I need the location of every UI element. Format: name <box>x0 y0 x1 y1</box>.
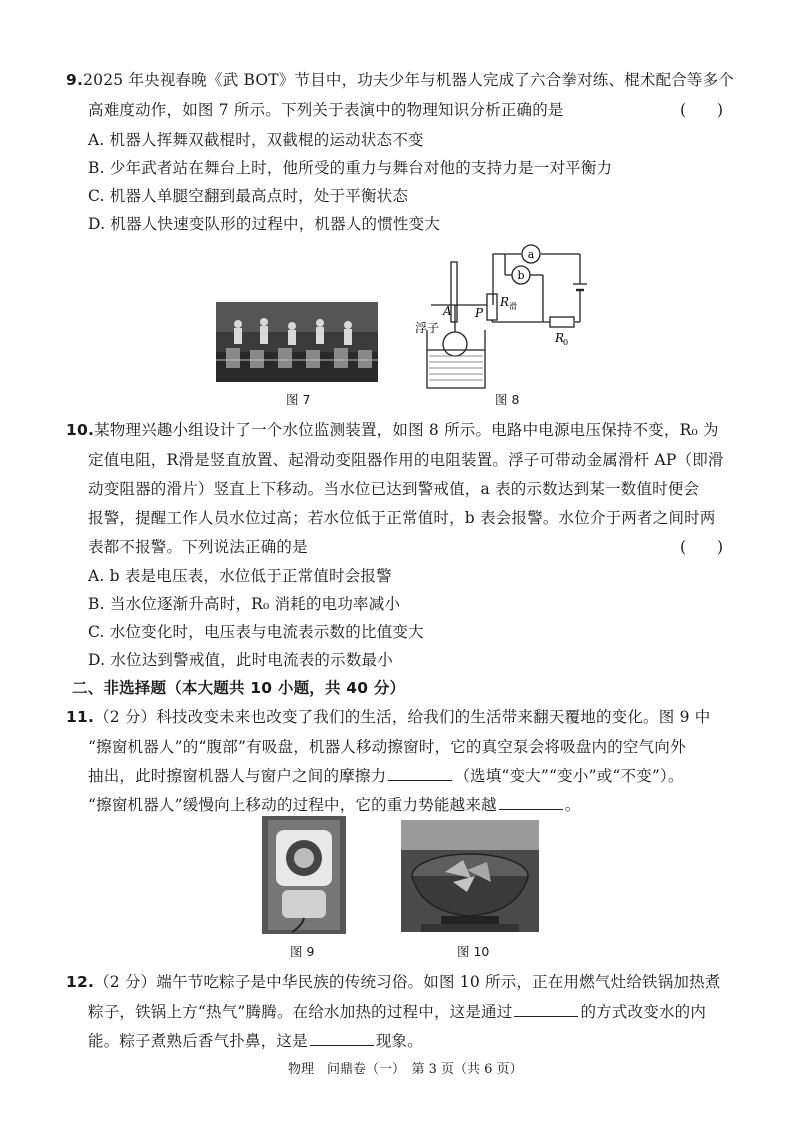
label-P: P <box>475 306 484 320</box>
q9-option-b: B. 少年武者站在舞台上时，他所受的重力与舞台对他的支持力是一对平衡力 <box>88 159 613 177</box>
q10-answer-paren: ( ) <box>680 538 724 556</box>
q9-option-d: D. 机器人快速变队形的过程中，机器人的惯性变大 <box>88 215 441 233</box>
q9-option-c: C. 机器人单腿空翻到最高点时，处于平衡状态 <box>88 187 409 205</box>
q9-option-a: A. 机器人挥舞双截棍时，双截棍的运动状态不变 <box>88 131 424 149</box>
q9-line-1: 9.2025 年央视春晚《武 BOT》节目中，功夫少年与机器人完成了六合拳对练、棍术配合等多个 <box>66 71 735 89</box>
q11-line-3: 抽出，此时擦窗机器人与窗户之间的摩擦力 （选填“变大”“变小”或“不变”）。 <box>88 767 684 785</box>
label-R0: R <box>555 331 565 345</box>
q10-number: 10. <box>66 421 95 439</box>
q9-number: 9. <box>66 71 84 89</box>
q10-option-a: A. b 表是电压表，水位低于正常值时会报警 <box>88 567 392 585</box>
fig9-window-robot-photo <box>262 816 346 934</box>
fig8-circuit-diagram <box>415 242 595 392</box>
performance-photo-icon <box>216 302 378 382</box>
fig10-zongzi-pot-photo <box>401 820 539 932</box>
section-2-title: 二、非选择题（本大题共 10 小题，共 40 分） <box>72 679 406 697</box>
label-R-sub: 滑 <box>509 302 517 311</box>
meter-a-label: a <box>527 248 535 261</box>
q10-line-1: 10.某物理兴趣小组设计了一个水位监测装置，如图 8 所示。电路中电源电压保持不变，R₀ 为 <box>66 421 719 439</box>
q9-answer-paren: ( ) <box>680 101 724 119</box>
label-A: A <box>443 304 452 318</box>
q11-line-4: “擦窗机器人”缓慢向上移动的过程中，它的重力势能越来越 。 <box>88 796 581 814</box>
q11-blank-2[interactable] <box>499 795 563 810</box>
label-R: R <box>500 295 510 309</box>
label-float: 浮子 <box>415 321 440 335</box>
q11-blank-1[interactable] <box>388 766 452 781</box>
q12-number: 12. <box>66 973 95 991</box>
q11-line-1: 11.（2 分）科技改变未来也改变了我们的生活，给我们的生活带来翻天覆地的变化。图 9 中 <box>66 708 711 726</box>
page-footer: 物理 问鼎卷（一） 第 3 页（共 6 页） <box>288 1062 523 1077</box>
fig10-caption: 图 10 <box>457 944 490 959</box>
q12-line-3: 能。粽子煮熟后香气扑鼻，这是 现象。 <box>88 1032 423 1050</box>
q11-number: 11. <box>66 708 95 726</box>
fig7-caption: 图 7 <box>286 392 311 407</box>
q10-option-c: C. 水位变化时，电压表与电流表示数的比值变大 <box>88 623 424 641</box>
q11-line-2: “擦窗机器人”的“腹部”有吸盘，机器人移动擦窗时，它的真空泵会将吸盘内的空气向外 <box>88 738 686 756</box>
fig7-performance-photo <box>216 302 378 382</box>
q12-line-2: 粽子，铁锅上方“热气”腾腾。在给水加热的过程中，这是通过 的方式改变水的内 <box>88 1003 707 1021</box>
q10-line-5: 表都不报警。下列说法正确的是 <box>88 538 308 556</box>
q9-line-2: 高难度动作，如图 7 所示。下列关于表演中的物理知识分析正确的是 <box>88 101 564 119</box>
fig9-caption: 图 9 <box>290 944 315 959</box>
window-robot-photo-icon <box>262 816 346 934</box>
meter-b-label: b <box>517 269 525 282</box>
zongzi-pot-photo-icon <box>401 820 539 932</box>
q10-line-2: 定值电阻，R滑是竖直放置、起滑动变阻器作用的电阻装置。浮子可带动金属滑杆 AP（即滑 <box>88 451 724 469</box>
q10-option-b: B. 当水位逐渐升高时，R₀ 消耗的电功率减小 <box>88 595 401 613</box>
q10-line-3: 动变阻器的滑片）竖直上下移动。当水位已达到警戒值，a 表的示数达到某一数值时便会 <box>88 480 700 498</box>
label-R0-sub: 0 <box>563 338 569 347</box>
q10-option-d: D. 水位达到警戒值，此时电流表的示数最小 <box>88 651 393 669</box>
q12-blank-2[interactable] <box>310 1031 374 1046</box>
q12-blank-1[interactable] <box>514 1002 578 1017</box>
q10-line-4: 报警，提醒工作人员水位过高；若水位低于正常值时，b 表会报警。水位介于两者之间时两 <box>88 509 716 527</box>
q12-line-1: 12.（2 分）端午节吃粽子是中华民族的传统习俗。如图 10 所示，正在用燃气灶给铁锅加热煮 <box>66 973 721 991</box>
fig8-caption: 图 8 <box>495 392 520 407</box>
